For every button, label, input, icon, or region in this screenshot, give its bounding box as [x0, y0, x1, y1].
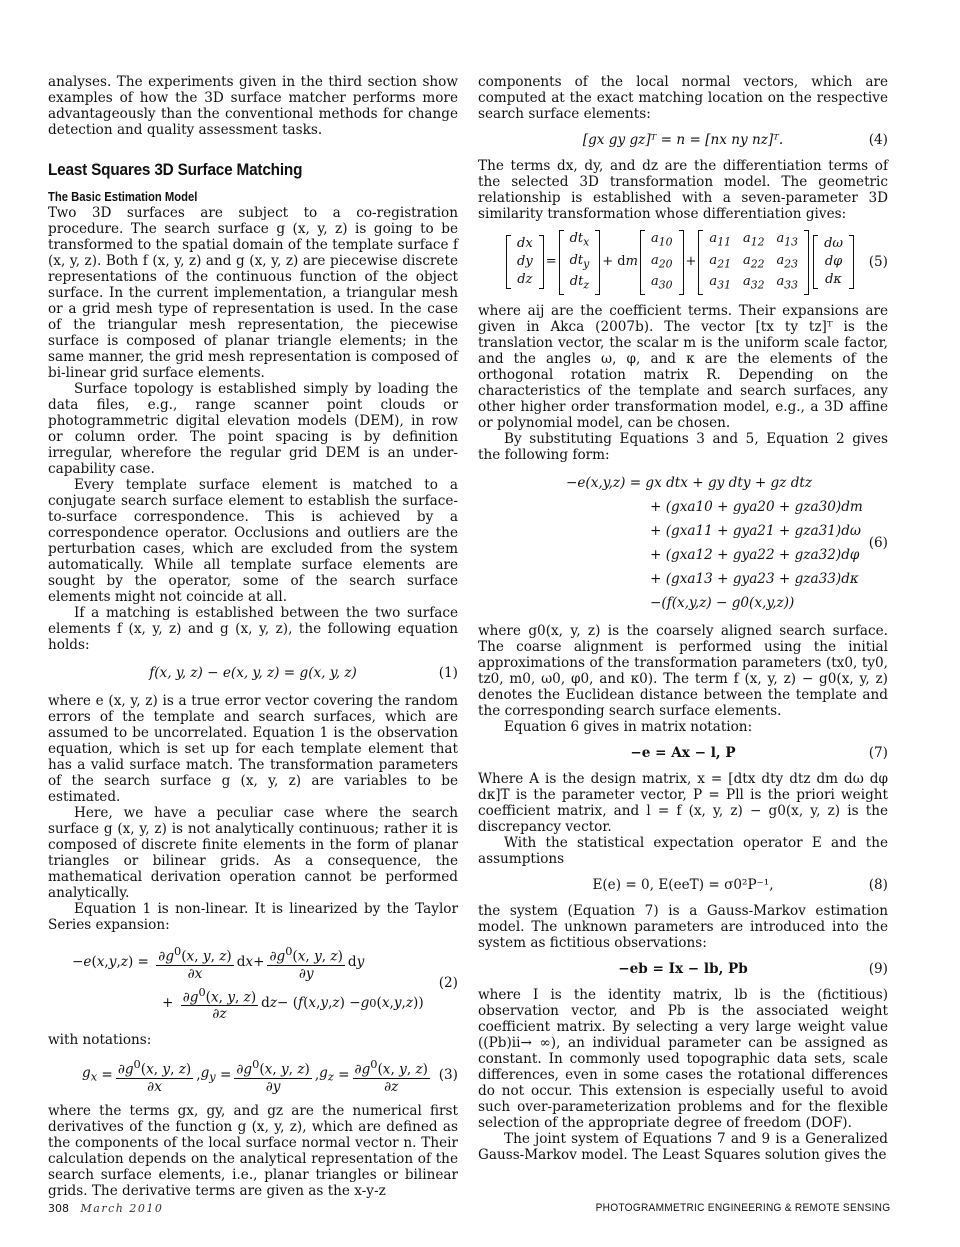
paragraph: where I is the identity matrix, lb is the (fictitious) observation vector, and Pb is the associated weight coefficient matrix. By selecting a very large weight value ((Pb)ii→ ∞), an individual parameter can be assigned as constant. In commonly used topographic data sets, scale differences, even in some cases the rotational differences do not occur. This extension is especially useful to avoid such over-parameterization problems and for the flexible selection of the appropriate degree of freedom (DOF). [478, 986, 888, 1131]
equation-3-body: $g_x$ = $\frac{\partial g^0(x, y, z)}{\partial x}$ , $g_y$ = $\frac{\partial g^0(x, y, z)}{\partial y}$ , $g_z$ = $\frac{\partial g^0(x, y, z)}{\partial z}$ [82, 1057, 428, 1095]
equation-5 [478, 230, 888, 295]
equation-4 [478, 132, 888, 148]
paragraph: With the statistical expectation operator E and the assumptions [478, 834, 888, 867]
paragraph: the system (Equation 7) is a Gauss-Markov estimation model. The unknown parameters are introduced into the system as fictitious observations: [478, 902, 888, 951]
paragraph: Here, we have a peculiar case where the search surface g (x, y, z) is not analytically continuous; rather it is composed of discrete finite elements in the form of planar triangles or bilinear grids. As a consequence, the mathematical derivation operation cannot be performed analytically. [48, 805, 458, 901]
paragraph: where the terms gx, gy, and gz are the numerical first derivatives of the function g (x, y, z), which are defined as the components of the local surface normal vector n. Their calculation depends on the analytical representation of the search surface elements, i.e., planar triangles or bilinear grids. The derivative terms are given as the x-y-z [48, 1102, 458, 1199]
equation-1 [48, 665, 458, 681]
equation-5-body: dx dy dz = $dt_x$ $dt_y$ $dt_z$ + d m $a_{10}$ $a_{20}$ $a_{30}$ + $a_{11}$ $a_{12}$ $a_{13}$ $a_{21}$ $a_{22}$ $a_{23}$ $a_{31}$ $a_{32}$ $a_{33}$ dω dφ dκ [504, 230, 856, 295]
equation-6 [478, 471, 888, 615]
left-column [48, 74, 458, 1199]
section-title: Least Squares 3D Surface Matching [48, 160, 303, 179]
paragraph: The joint system of Equations 7 and 9 is a Generalized Gauss-Markov model. The Least Squares solution gives the [478, 1130, 888, 1163]
equation-9 [478, 961, 888, 977]
equation-7-body: −e = Ax − l, P [630, 744, 736, 761]
equation-6-line: + (gxa12 + gya22 + gza32)dφ [650, 546, 860, 563]
page-number: 308 [48, 1202, 69, 1215]
paragraph: Equation 6 gives in matrix notation: [504, 718, 753, 735]
equation-number: (5) [868, 254, 888, 271]
equation-number: (8) [868, 876, 888, 893]
equation-number: (6) [868, 534, 888, 551]
paragraph: Surface topology is established simply by loading the data files, e.g., range scanner point clouds or photogrammetric digital elevation models (DEM), in row or column order. The point spacing is by definition irregular, wherefore the regular grid DEM is an under-capability case. [48, 381, 458, 477]
equation-number: (3) [438, 1067, 458, 1084]
paragraph: with notations: [48, 1032, 152, 1049]
equation-3 [48, 1056, 458, 1095]
equation-4-body: [gx gy gz]ᵀ = n = [nx ny nz]ᵀ. [582, 132, 784, 148]
paragraph: Every template surface element is matched to a conjugate search surface element to establish the surface-to-surface correspondence. This is achieved by a correspondence operator. Occlusions and outliers are the perturbation cases, which are excluded from the system automatically. While all template surface elements are sought by the operator, some of the search surface elements might not coincide at all. [48, 477, 458, 605]
journal-name: PHOTOGRAMMETRIC ENGINEERING & REMOTE SENSING [595, 1202, 890, 1214]
equation-7 [478, 745, 888, 761]
equation-number: (4) [868, 132, 888, 148]
paragraph: Equation 1 is non-linear. It is linearized by the Taylor Series expansion: [48, 901, 458, 933]
paragraph: If a matching is established between the two surface elements f (x, y, z) and g (x, y, z), the following equation holds: [48, 605, 458, 653]
paragraph: where e (x, y, z) is a true error vector covering the random errors of the template and search surfaces, which are assumed to be uncorrelated. Equation 1 is the observation equation, which is set up for each template element that has a valid surface match. The transformation parameters of the search surface g (x, y, z) are variables to be estimated. [48, 693, 458, 805]
equation-number: (9) [868, 960, 888, 977]
equation-1-body: f(x, y, z) − e(x, y, z) = g(x, y, z) [149, 665, 357, 681]
issue-date: March 2010 [80, 1202, 164, 1215]
equation-6-line: + (gxa10 + gya20 + gza30)dm [650, 498, 863, 515]
paragraph: The terms dx, dy, and dz are the differentiation terms of the selected 3D transformation model. The geometric relationship is established with a seven-parameter 3D similarity transformation whose differentiation gives: [478, 158, 888, 222]
paragraph: Two 3D surfaces are subject to a co-registration procedure. The search surface g (x, y, z) is going to be transformed to the spatial domain of the template surface f (x, y, z). Both f (x, y, z) and g (x, y, z) are piecewise discrete representations of the continuous function of the object surface. In the current implementation, a triangular mesh or a grid mesh type of representation is used. In the case of the triangular mesh representation, the piecewise surface is composed of planar triangle elements; in the same manner, the grid mesh representation is composed of bi-linear grid surface elements. [48, 205, 458, 381]
intro-paragraph: analyses. The experiments given in the third section show examples of how the 3D surface matcher performs more advantageously than the conventional methods for change detection and quality assessment tasks. [48, 74, 458, 138]
equation-2 [48, 943, 458, 1022]
right-column [478, 74, 888, 1163]
equation-8 [478, 877, 888, 893]
equation-6-line: −e(x,y,z) = gx dtx + gy dty + gz dtz [566, 474, 813, 491]
paragraph: By substituting Equations 3 and 5, Equation 2 gives the following form: [478, 430, 888, 463]
equation-6-line: −(f(x,y,z) − g0(x,y,z)) [650, 594, 795, 611]
equation-6-body [566, 471, 863, 615]
paragraph: Where A is the design matrix, x = [dtx dty dtz dm dω dφ dκ]T is the parameter vector, P = Pll is the priori weight coefficient matrix, and l = f (x, y, z) − g0(x, y, z) is the discrepancy vector. [478, 770, 888, 835]
equation-9-body: −eb = Ix − lb, Pb [618, 960, 748, 977]
paragraph: where aij are the coefficient terms. Their expansions are given in Akca (2007b). The vector [tx ty tz]ᵀ is the translation vector, the scalar m is the uniform scale factor, and the angles ω, φ, and κ are the elements of the orthogonal rotation matrix R. Depending on the characteristics of the template and search surfaces, any other higher order transformation model, e.g., a 3D affine or polynomial model, can be chosen. [478, 302, 888, 431]
footer-left [48, 1202, 163, 1215]
equation-2-body: −e ( x , y , z ) = $\frac{\partial g^0(x, y, z)}{\partial x}$ d x + $\frac{\partial g^0(x, y, z)}{\partial y}$ d y + $\frac{\partial g^0(x, y, z)}{\partial z}$ d z − ( f ( x , y , z ) − g 0 ( x , y , z )) [72, 944, 424, 1023]
subsection-title: The Basic Estimation Model [48, 190, 198, 204]
equation-number: (7) [868, 744, 888, 761]
equation-number: (1) [438, 665, 458, 681]
equation-6-line: + (gxa13 + gya23 + gza33)dκ [650, 570, 859, 587]
paragraph: components of the local normal vectors, which are computed at the exact matching location on the respective search surface elements: [478, 74, 888, 122]
equation-6-line: + (gxa11 + gya21 + gza31)dω [650, 522, 861, 539]
paragraph: where g0(x, y, z) is the coarsely aligned search surface. The coarse alignment is performed using the initial approximations of the transformation parameters (tx0, ty0, tz0, m0, ω0, φ0, and κ0). The term f (x, y, z) − g0(x, y, z) denotes the Euclidean distance between the template and the corresponding search surface elements. [478, 622, 888, 719]
equation-8-body: E(e) = 0, E(eeT) = σ0²P⁻¹, [592, 876, 774, 893]
equation-number: (2) [438, 974, 458, 991]
